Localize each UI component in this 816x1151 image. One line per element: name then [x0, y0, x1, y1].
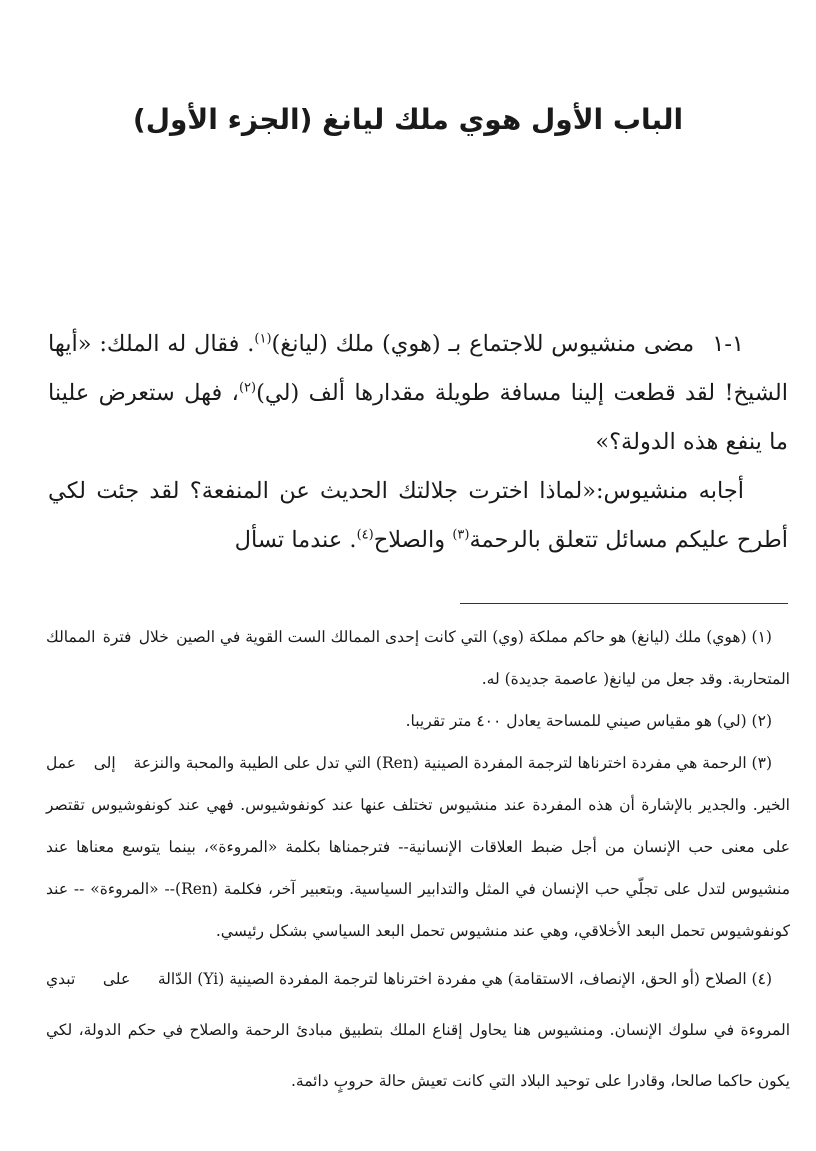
footnotes: [46, 616, 790, 1107]
footnote-2: [46, 700, 790, 742]
footnote-lead: (٣) الرحمة هي مفردة اخترناها لترجمة المفردة الصينية (Ren) التي تدل على الطيبة والمحبة والنزعة: [133, 754, 772, 772]
footnote-text: خلال فترة الممالك المتحاربة. وقد جعل من ليانغ( عاصمة جديدة) له.: [46, 628, 790, 688]
footnote-ref-4: (٤): [356, 527, 374, 543]
footnote-divider: [460, 603, 788, 604]
chapter-title: الباب الأول هوي ملك ليانغ (الجزء الأول): [132, 103, 684, 136]
footnote-ref-1: (١): [254, 331, 272, 347]
text-segment: أجابه منشيوس:«لماذا اخترت جلالتك الحديث عن المنفعة؟ لقد جئت لكي أطرح عليكم مسائل تتعلق بالرحمة: [48, 478, 788, 553]
footnote-text: على تبدي المروءة في سلوك الإنسان. ومنشيوس هنا يحاول إقناع الملك بتطبيق مبادئ الرحمة والصلاح في حكم الدولة، لكي يكون حاكما صالحا، وقادرا على توحيد البلاد التي كانت تعيش حالة حروبٍ دائمة.: [46, 970, 790, 1090]
footnote-text: إلى عمل الخير. والجدير بالإشارة أن هذه المفردة عند منشيوس تختلف عنها عند كونفوشيوس. فهي عند كونفوشيوس تقتصر على معنى حب الإنسان من أجل ضبط العلاقات الإنسانية-- فترجمناها بكلمة «المروءة»، بينما يتوسع معناها عند منشيوس لتدل على تجلّي حب الإنسان في المثل والتدابير السياسية. وبتعبير آخر، فكلمة (Ren)-- «المروءة» -- عند كونفوشيوس تحمل البعد الأخلاقي، وهي عند منشيوس تحمل البعد السياسي بشكل رئيسي.: [46, 754, 790, 940]
paragraph-number: ١-١: [712, 331, 745, 357]
footnote-3: [46, 742, 790, 952]
text-segment: . فقال له الملك: «أيها الشيخ! لقد قطعت إلينا مسافة طويلة مقدارها ألف (لي): [48, 331, 788, 406]
footnote-4: [46, 954, 790, 1107]
text-segment: . عندما تسأل: [234, 527, 357, 553]
footnote-lead: (١) (هوي) ملك (ليانغ) هو حاكم مملكة (وي) التي كانت إحدى الممالك الست القوية في الصين: [176, 628, 772, 646]
footnote-ref-3: (٣): [452, 527, 470, 543]
footnote-ref-2: (٢): [238, 380, 257, 396]
footnote-lead: (٤) الصلاح (أو الحق، الإنصاف، الاستقامة) هي مفردة اخترناها لترجمة المفردة الصينية (Yi) الدّالة: [157, 970, 772, 988]
footnote-1: [46, 616, 790, 700]
text-segment: مضى منشيوس للاجتماع بـ (هوي) ملك (ليانغ): [271, 331, 695, 357]
text-segment: والصلاح: [373, 527, 453, 553]
paragraph-2: [48, 467, 788, 565]
footnote-lead: (٢) (لي) هو مقياس صيني للمساحة يعادل ٤٠٠ متر تقريبا.: [405, 712, 772, 730]
main-text: [48, 320, 788, 565]
text-segment: ، فهل ستعرض علينا ما ينفع هذه الدولة؟»: [48, 380, 788, 455]
paragraph-1-1: [48, 320, 788, 467]
